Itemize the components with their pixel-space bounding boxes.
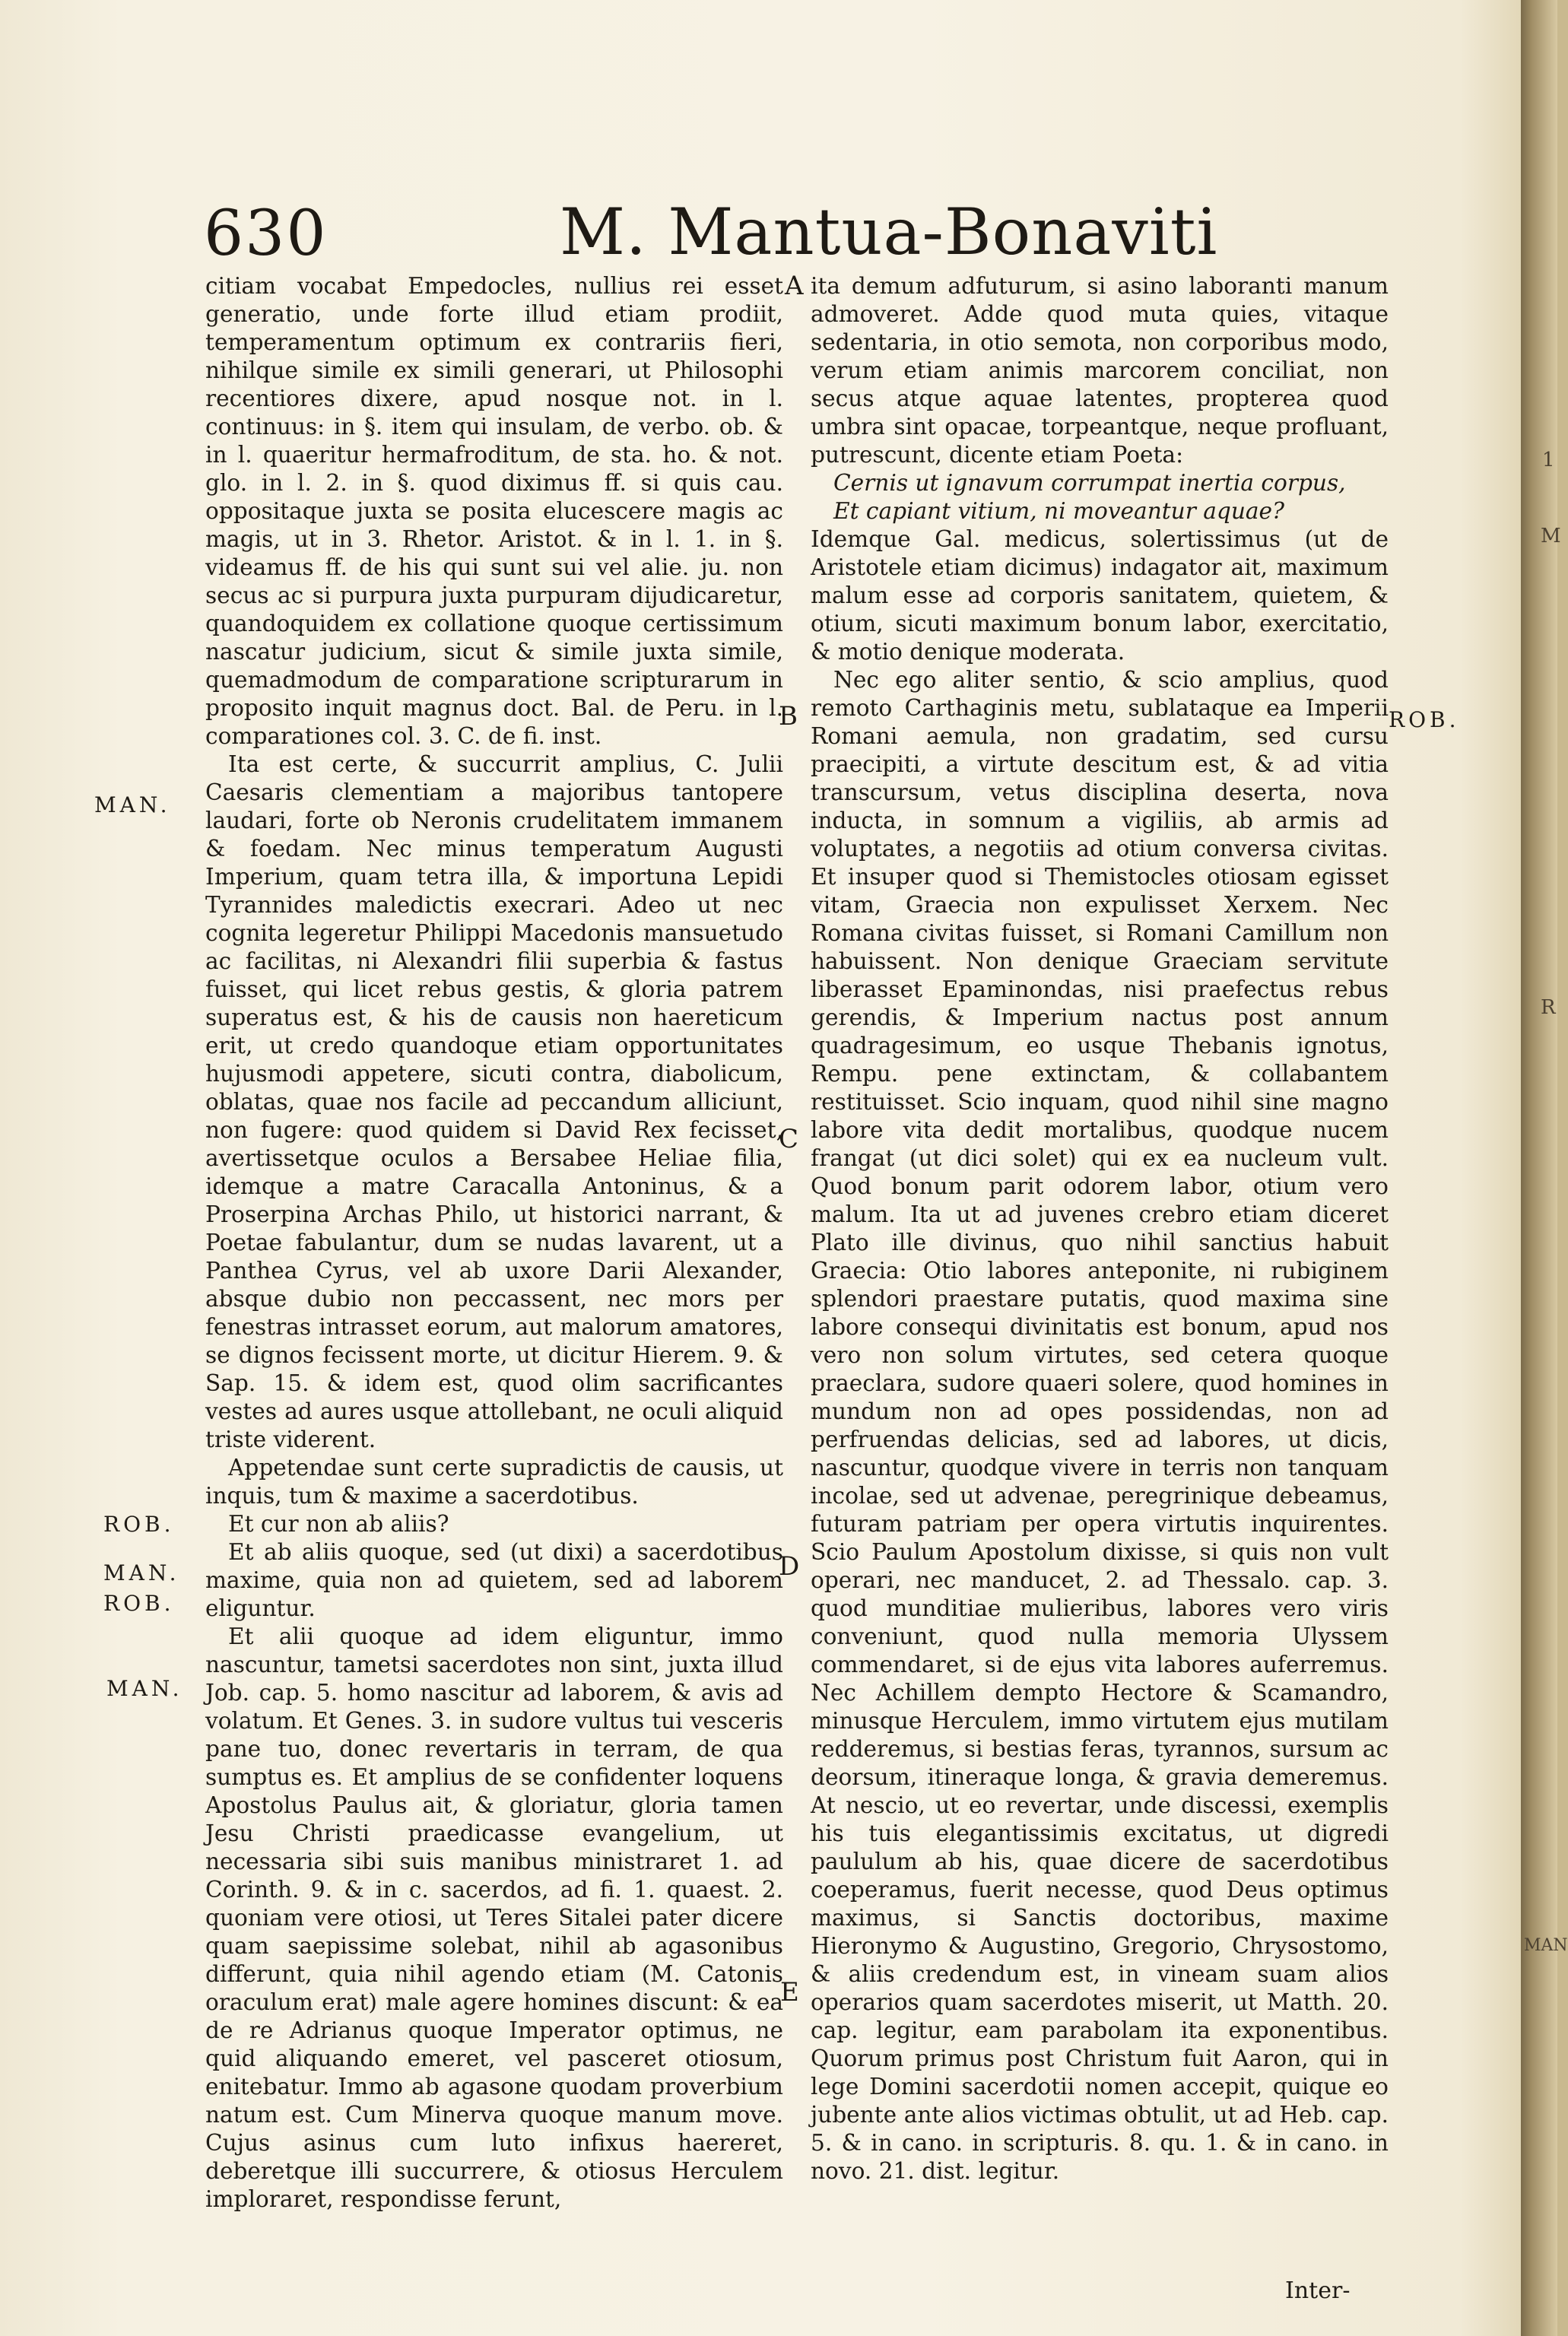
section-letter: B	[779, 701, 798, 732]
left-column	[205, 272, 783, 2214]
speaker-label: MAN.	[103, 1560, 180, 1585]
catchword: Inter-	[1285, 2277, 1351, 2304]
speaker-label: ROB.	[103, 1512, 175, 1537]
verse-line: Et capiant vitium, ni moveantur aquae?	[833, 498, 1284, 524]
paragraph: ita demum adfuturum, si asino laboranti manum admoveret. Adde quod muta quies, vitaque sedentaria, in otio semota, non corporibus modo, verum etiam animis marcorem conciliat, non secus atque aquae latentes, propterea quod umbra sint opacae, torpeantque, neque profluant, putrescunt, dicente etiam Poeta:	[811, 273, 1389, 468]
facing-page-fragment: 1	[1542, 449, 1555, 471]
facing-page-edge	[1521, 0, 1568, 2336]
section-letter: C	[779, 1124, 799, 1154]
section-letter: E	[780, 1977, 799, 2008]
paragraph: Idemque Gal. medicus, solertissimus (ut de Aristotele etiam dicimus) indagator ait, maximum malum esse ad corporis sanitatem, quietem, & otium, sicuti maximum bonum labor, exercitatio, & motio denique moderata.	[811, 526, 1389, 665]
paragraph: Et cur non ab aliis?	[228, 1511, 449, 1537]
verse-line: Cernis ut ignavum corrumpat inertia corpus,	[833, 470, 1346, 496]
speaker-label: MAN.	[94, 792, 171, 817]
running-title: M. Mantua-Bonaviti	[560, 195, 1218, 269]
right-column	[811, 272, 1389, 2185]
paragraph: Appetendae sunt certe supradictis de causis, ut inquis, tum & maxime a sacerdotibus.	[205, 1455, 783, 1509]
facing-page-fragment: R	[1541, 996, 1556, 1019]
paragraph: Ita est certe, & succurrit amplius, C. Julii Caesaris clementiam a majoribus tantopere laudari, forte ob Neronis crudelitatem immanem & foedam. Nec minus temperatum Augusti Imperium, quam tetra illa, & importuna Lepidi Tyrannides maledictis execrari. Adeo ut nec cognita legeretur Philippi Macedonis mansuetudo ac facilitas, ni Alexandri filii superbia & fastus fuisset, qui licet rebus gestis, & gloria patrem superatus est, & his de causis non haereticum erit, ut credo quandoque etiam opportunitates hujusmodi appetere, sicuti contra, diabolicum, oblatas, quae nos facile ad peccandum alliciunt, non fugere: quod quidem si David Rex fecisset, avertissetque oculos a Bersabee Heliae filia, idemque a matre Caracalla Antoninus, & a Proserpina Archas Philo, ut historici narrant, & Poetae fabulantur, dum se nudas lavarent, ut a Panthea Cyrus, vel ab uxore Darii Alexander, absque dubio non peccassent, nec mors per fenestras intrasset eorum, aut malorum amatores, se dignos fecissent morte, ut dicitur Hierem. 9. & Sap. 15. & idem est, quod olim sacrificantes vestes ad aures usque attollebant, ne oculi aliquid triste viderent.	[205, 751, 783, 1452]
speaker-label: ROB.	[103, 1591, 175, 1616]
section-letter: D	[779, 1551, 800, 1582]
page-header	[0, 182, 1521, 270]
paragraph: Et alii quoque ad idem eliguntur, immo nascuntur, tametsi sacerdotes non sint, juxta illud Job. cap. 5. homo nascitur ad laborem, & avis ad volatum. Et Genes. 3. in sudore vultus tui vesceris pane tuo, donec revertaris in terram, de qua sumptus es. Et amplius de se confidenter loquens Apostolus Paulus ait, & gloriatur, gloria tamen Jesu Christi praedicasse evangelium, ut necessaria sibi suis manibus ministraret 1. ad Corinth. 9. & in c. sacerdos, ad fi. 1. quaest. 2. quoniam vere otiosi, ut Teres Sitalei pater dicere quam saepissime solebat, nihil ab agasonibus differunt, quia nihil agendo etiam (M. Catonis oraculum erat) male agere homines discunt: & ea de re Adrianus quoque Imperator optimus, ne quid aliquando emeret, vel pasceret otiosum, enitebatur. Immo ab agasone quodam proverbium natum est. Cum Minerva quoque manum move. Cujus asinus cum luto infixus haereret, deberetque illi succurrere, & otiosus Herculem imploraret, respondisse ferunt,	[205, 1623, 783, 2212]
page-number: 630	[204, 198, 328, 270]
facing-page-fragment: MAN	[1524, 1936, 1568, 1955]
paragraph: Et ab aliis quoque, sed (ut dixi) a sacerdotibus maxime, quia non ad quietem, sed ad laborem eliguntur.	[205, 1539, 783, 1621]
paragraph: Nec ego aliter sentio, & scio amplius, quod remoto Carthaginis metu, sublataque ea Imperii Romani aemula, non gradatim, sed cursu praecipiti, a virtute descitum est, & ad vitia transcursum, vetus disciplina deserta, nova inducta, in somnum a vigiliis, ab armis ad voluptates, a negotiis ad otium conversa civitas. Et insuper quod si Themistocles otiosam egisset vitam, Graecia non expulisset Xerxem. Nec Romana civitas fuisset, si Romani Camillum non habuissent. Non denique Graeciam servitute liberasset Epaminondas, nisi praefectus rebus gerendis, & Imperium nactus post annum quadragesimum, eo usque Thebanis ignotus, Rempu. pene extinctam, & collabantem restituisset. Scio inquam, quod nihil sine magno labore vita dedit mortalibus, quodque nucem frangat (ut dici solet) qui ex ea nucleum vult. Quod bonum parit odorem labor, otium vero malum. Ita ut ad juvenes crebro etiam diceret Plato ille divinus, quo nihil sanctius habuit Graecia: Otio labores anteponite, ni rubiginem splendori praestare putatis, quod maxima sine labore consequi divinitatis est bonum, apud nos vero non solum virtutes, sed cetera quoque praeclara, sudore quaeri solere, quod homines in mundum non ad opes possidendas, non ad perfruendas delicias, sed ad labores, ut dicis, nascuntur, quodque vivere in terris non tanquam incolae, sed ut advenae, peregrinique debeamus, futuram patriam per opera virtutis inquirentes. Scio Paulum Apostolum dixisse, si quis non vult operari, nec manducet, 2. ad Thessalo. cap. 3. quod munditiae mulieribus, labores vero viris conveniunt, quod nulla memoria Ulyssem commendaret, si de ejus vita labores auferremus. Nec Achillem dempto Hectore & Scamandro, minusque Herculem, immo virtutem ejus mutilam redderemus, si bestias feras, tyrannos, sursum ac deorsum, itineraque longa, & gravia demeremus. At nescio, ut eo revertar, unde discessi, exemplis his tuis elegantissimis excitatus, ut digredi paululum ab his, quae dicere de sacerdotibus coeperamus, fuerit necesse, quod Deus optimus maximus, si Sanctis doctoribus, maxime Hieronymo & Augustino, Gregorio, Chrysostomo, & aliis credendum est, in vineam suam alios operarios quam sacerdotes miserit, ut Matth. 20. cap. legitur, eam parabolam ita exponentibus. Quorum primus post Christum fuit Aaron, qui in lege Domini sacerdotii nomen accepit, quique eo jubente ante alios victimas obtulit, ut ad Heb. cap. 5. & in cano. in scripturis. 8. qu. 1. & in cano. in novo. 21. dist. legitur.	[811, 667, 1389, 2184]
section-letter: A	[785, 271, 804, 301]
paragraph: citiam vocabat Empedocles, nullius rei esset generatio, unde forte illud etiam prodiit, temperamentum optimum ex contrariis fieri, nihilque simile ex simili generari, ut Philosophi recentiores dixere, apud nosque not. in l. continuus: in §. item qui insulam, de verbo. ob. & in l. quaeritur hermafroditum, de sta. ho. & not. glo. in l. 2. in §. quod diximus ff. si quis cau. oppositaque juxta se posita elucescere magis ac magis, ut in 3. Rhetor. Aristot. & in l. 1. in §. videamus ff. de his qui sunt sui vel alie. ju. non secus ac si purpura juxta purpuram dijudicaretur, quandoquidem ex collatione quoque certissimum nascatur judicium, sicut & simile juxta simile, quemadmodum de comparatione scripturarum in proposito inquit magnus doct. Bal. de Peru. in l. comparationes col. 3. C. de fi. inst.	[205, 273, 783, 749]
speaker-label: ROB.	[1389, 707, 1460, 732]
speaker-label: MAN.	[106, 1676, 183, 1701]
facing-page-fragment: M	[1541, 525, 1561, 548]
